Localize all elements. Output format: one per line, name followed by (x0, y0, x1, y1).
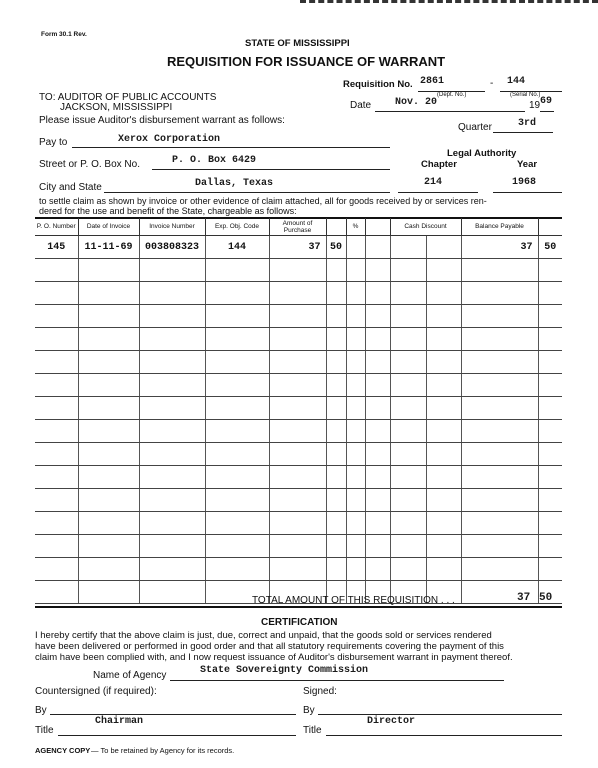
table-row (35, 374, 562, 397)
serial-no-caption: (Serial No.) (510, 92, 541, 98)
state-heading: STATE OF MISSISSIPPI (245, 38, 350, 49)
title-value-left: Chairman (95, 716, 144, 727)
table-row (35, 305, 562, 328)
title-label-left: Title (35, 725, 54, 736)
total-cents: 50 (539, 592, 553, 604)
table-row (35, 420, 562, 443)
by-label-left: By (35, 705, 47, 716)
countersigned-label: Countersigned (if required): (35, 686, 157, 697)
exp-obj-code-cell: 144 (205, 236, 269, 259)
street-value: P. O. Box 6429 (172, 155, 257, 166)
header-cash-discount: Cash Discount (390, 218, 461, 236)
charges-table (35, 218, 562, 604)
certification-line-1: I hereby certify that the above claim is just, due, correct and unpaid, that the goods sold or services rendered (35, 630, 492, 641)
invoice-number-cell: 003808323 (139, 236, 205, 259)
requisition-dept-no: 2861 (420, 76, 445, 87)
requisition-label: Requisition No. (343, 79, 413, 90)
agency-label: Name of Agency (93, 670, 167, 681)
table-row (35, 351, 562, 374)
date-year-prefix: 19 (529, 100, 541, 111)
pay-to-value: Xerox Corporation (118, 134, 221, 145)
quarter-label: Quarter (458, 122, 492, 133)
pay-to-label: Pay to (39, 137, 68, 148)
form-title: REQUISITION FOR ISSUANCE OF WARRANT (167, 54, 446, 69)
table-row (35, 328, 562, 351)
scan-edge-mark (300, 0, 598, 6)
table-row (35, 489, 562, 512)
balance-cents-cell: 50 (538, 236, 562, 259)
header-balance-payable: Balance Payable (461, 218, 538, 236)
date-value: Nov. 20 (395, 97, 438, 108)
year-label: Year (517, 159, 538, 170)
by-label-right: By (303, 705, 315, 716)
total-dollars: 37 (517, 592, 531, 604)
city-label: City and State (39, 182, 102, 193)
title-label-right: Title (303, 725, 322, 736)
requisition-serial-no: 144 (507, 76, 526, 87)
requisition-dash: - (490, 78, 494, 89)
city-value: Dallas, Texas (195, 178, 274, 189)
legal-authority-label: Legal Authority (447, 148, 517, 159)
header-blank (365, 218, 390, 236)
header-amount-of-purchase: Amount of Purchase (269, 218, 326, 236)
header-balance-cents (538, 218, 562, 236)
header-po-number: P. O. Number (35, 218, 78, 236)
header-invoice-number: Invoice Number (139, 218, 205, 236)
chapter-label: Chapter (421, 159, 457, 170)
dept-no-caption: (Dept. No.) (437, 92, 467, 98)
balance-dollars-cell: 37 (461, 236, 538, 259)
agency-copy-label: AGENCY COPY (35, 746, 91, 755)
title-value-right: Director (367, 716, 416, 727)
total-label: TOTAL AMOUNT OF THIS REQUISITION . . . (252, 595, 455, 606)
settle-claim-line-2: dered for the use and benefit of the State, chargeable as follows: (39, 206, 297, 216)
certification-heading: CERTIFICATION (261, 617, 338, 628)
table-row (35, 236, 562, 259)
signed-label: Signed: (303, 686, 337, 697)
po-number-cell: 145 (35, 236, 78, 259)
date-year-suffix: 69 (540, 96, 553, 107)
quarter-value: 3rd (518, 118, 537, 129)
date-label: Date (350, 100, 372, 111)
agency-copy-note: — To be retained by Agency for its records. (91, 746, 235, 755)
amount-dollars-cell: 37 (269, 236, 326, 259)
certification-line-3: claim have been complied with, and I now request issuance of Auditor's disbursement warrant in payment thereof. (35, 652, 513, 663)
table-row (35, 282, 562, 305)
table-row (35, 259, 562, 282)
please-issue-text: Please issue Auditor's disbursement warrant as follows: (39, 115, 285, 126)
table-row (35, 535, 562, 558)
table-row (35, 558, 562, 581)
agency-value: State Sovereignty Commission (200, 665, 369, 676)
header-date-of-invoice: Date of Invoice (78, 218, 139, 236)
table-row (35, 397, 562, 420)
amount-cents-cell: 50 (326, 236, 346, 259)
certification-line-2: have been delivered or performed in good order and that all statutory requirements covering the payment of this (35, 641, 504, 652)
year-value: 1968 (512, 177, 537, 188)
invoice-date-cell: 11-11-69 (78, 236, 139, 259)
header-exp-obj-code: Exp. Obj. Code (205, 218, 269, 236)
settle-claim-line-1: to settle claim as shown by invoice or other evidence of claim attached, all for goods received by or services ren- (39, 196, 487, 206)
header-amount-cents (326, 218, 346, 236)
to-line-2: JACKSON, MISSISSIPPI (60, 102, 173, 113)
header-percent: % (346, 218, 365, 236)
table-row (35, 466, 562, 489)
form-number: Form 30.1 Rev. (41, 31, 87, 38)
to-line-1: TO: AUDITOR OF PUBLIC ACCOUNTS (39, 92, 217, 103)
table-row (35, 443, 562, 466)
street-label: Street or P. O. Box No. (39, 159, 140, 170)
table-row (35, 512, 562, 535)
chapter-value: 214 (424, 177, 443, 188)
